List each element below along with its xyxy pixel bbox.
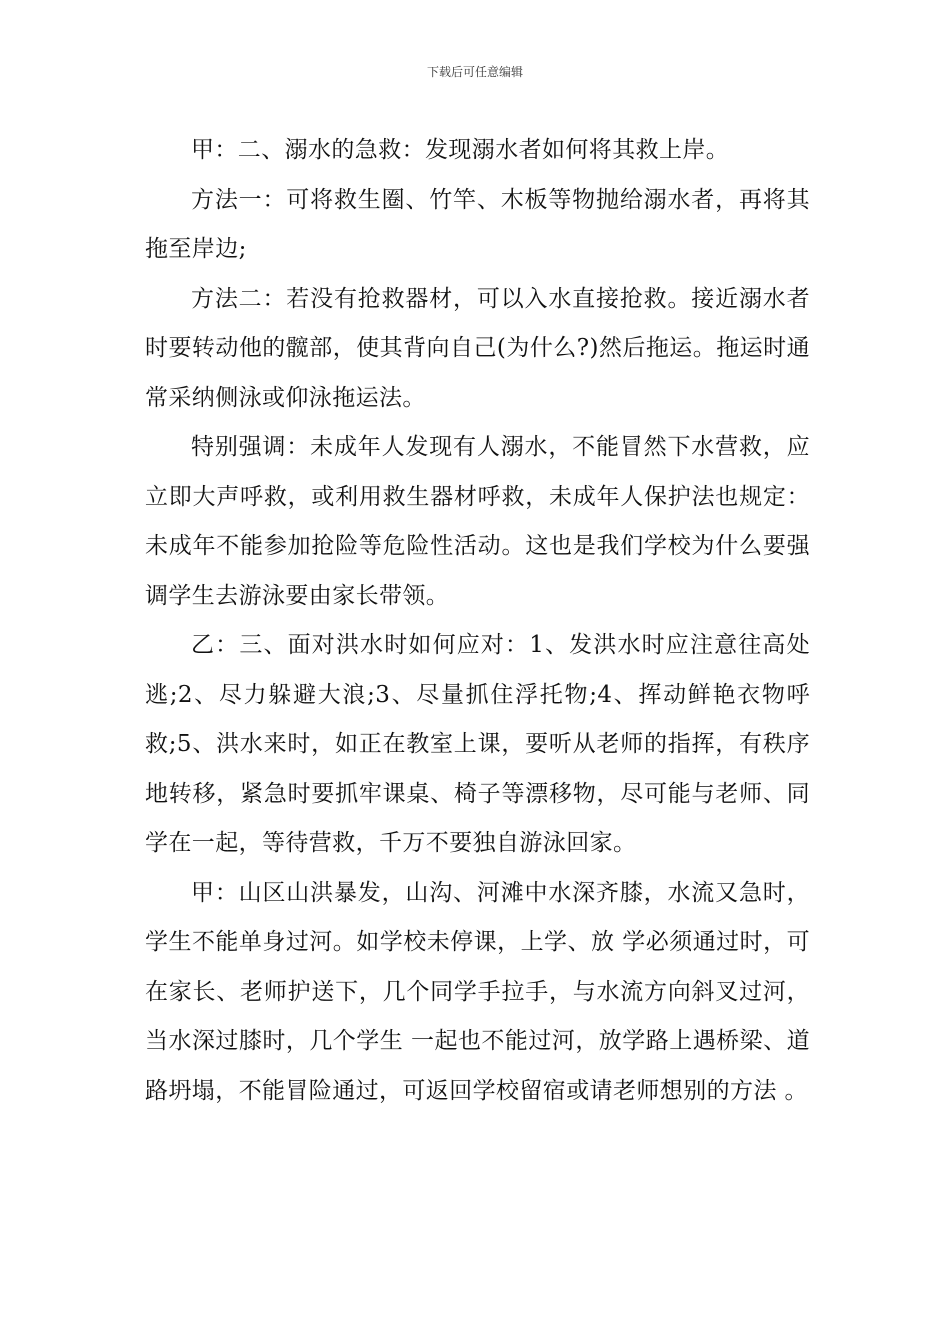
paragraph-method-two: 方法二：若没有抢救器材，可以入水直接抢救。接近溺水者时要转动他的髋部，使其背向自己(为什么?)然后拖运。拖运时通常采纳侧泳或仰泳拖运法。	[145, 285, 810, 411]
paragraph-method-one: 方法一：可将救生圈、竹竿、木板等物抛给溺水者，再将其拖至岸边;	[145, 186, 810, 262]
header-note: 下载后可任意编辑	[426, 65, 523, 79]
document-body	[145, 126, 810, 1116]
paragraph-flood-response: 乙：三、面对洪水时如何应对：1、发洪水时应注意往高处逃;2、尽力躲避大浪;3、尽量抓住浮托物;4、挥动鲜艳衣物呼救;5、洪水来时，如正在教室上课，要听从老师的指挥，有秩序地转移，紧急时要抓牢课桌、椅子等漂移物，尽可能与老师、同学在一起，等待营救，千万不要独自游泳回家。	[145, 632, 810, 856]
paragraph-mountain-flood: 甲：山区山洪暴发，山沟、河滩中水深齐膝，水流又急时，学生不能单身过河。如学校未停课，上学、放 学必须通过时，可在家长、老师护送下，几个同学手拉手，与水流方向斜叉过河，当水深过膝时，几个学生 一起也不能过河，放学路上遇桥梁、道路坍塌，不能冒险通过，可返回学校留宿或请老师想别的方法 。	[145, 879, 810, 1104]
paragraph-special-emphasis: 特别强调：未成年人发现有人溺水，不能冒然下水营救，应立即大声呼救，或利用救生器材呼救，未成年人保护法也规定：未成年不能参加抢险等危险性活动。这也是我们学校为什么要强调学生去游泳要由家长带领。	[145, 434, 810, 609]
paragraph-drowning-rescue-intro: 甲：二、溺水的急救：发现溺水者如何将其救上岸。	[191, 137, 730, 163]
